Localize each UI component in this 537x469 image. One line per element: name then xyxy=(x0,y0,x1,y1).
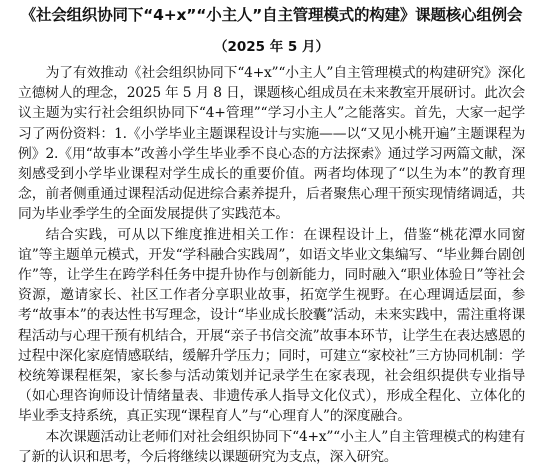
document-page xyxy=(18,4,525,467)
document-date: （2025 年 5 月） xyxy=(213,39,330,55)
paragraph-intro: 为了有效推动《社会组织协同下“4+x”“小主人”自主管理模式的构建研究》深化立德树人的理念，2025 年 5 月 8 日，课题核心组成员在未来教室开展研讨。此次会议主题为实行社会组织协同下“4+管理”“学习小主人”之能落实。首先，大家一起学习了两份资料：1.《小学毕业主题课程设计与实施——以“又见小桃开遍”主题课程为例》2.《用“故事本”改善小学生毕业季不良心态的方法探索》通过学习两篇文献，深刻感受到小学毕业课程对学生成长的重要价值。两者均体现了“以生为本”的教育理念，前者侧重通过课程活动促进综合素养提升，后者聚焦心理干预实现情绪调适，共同为毕业季学生的全面发展提供了实践范本。 xyxy=(18,65,525,223)
document-title: 《社会组织协同下“4+x”“小主人”自主管理模式的构建》课题核心组例会 xyxy=(20,6,523,24)
paragraph-practice: 结合实践，可从以下维度推进相关工作：在课程设计上，借鉴“桃花潭水同窗谊”等主题单元模式，开发“学科融合实践周”，如语文毕业文集编写、“毕业舞台剧创作”等，让学生在跨学科任务中提升协作与创新能力，同时融入“职业体验日”等社会资源，邀请家长、社区工作者分享职业故事，拓宽学生视野。在心理调适层面，参考“故事本”的表达性书写理念，设计“毕业成长胶囊”活动，未来实践中，需注重将课程活动与心理干预有机结合，开展“亲子书信交流”故事本环节，让学生在表达感恩的过程中深化家庭情感联结，缓解升学压力；同时，可建立“家校社”三方协同机制：学校统筹课程框架，家长参与活动策划并记录学生在家表现，社会组织提供专业指导（如心理咨询师设计情绪量表、非遗传承人指导文化仪式），形成全程化、立体化的毕业季支持系统，真正实现“课程育人”与“心理育人”的深度融合。 xyxy=(18,226,525,425)
paragraph-conclusion: 本次课题活动让老师们对社会组织协同下“4+x”“小主人”自主管理模式的构建有了新的认识和思考，今后将继续以课题研究为支点，深入研究。 xyxy=(18,428,525,465)
